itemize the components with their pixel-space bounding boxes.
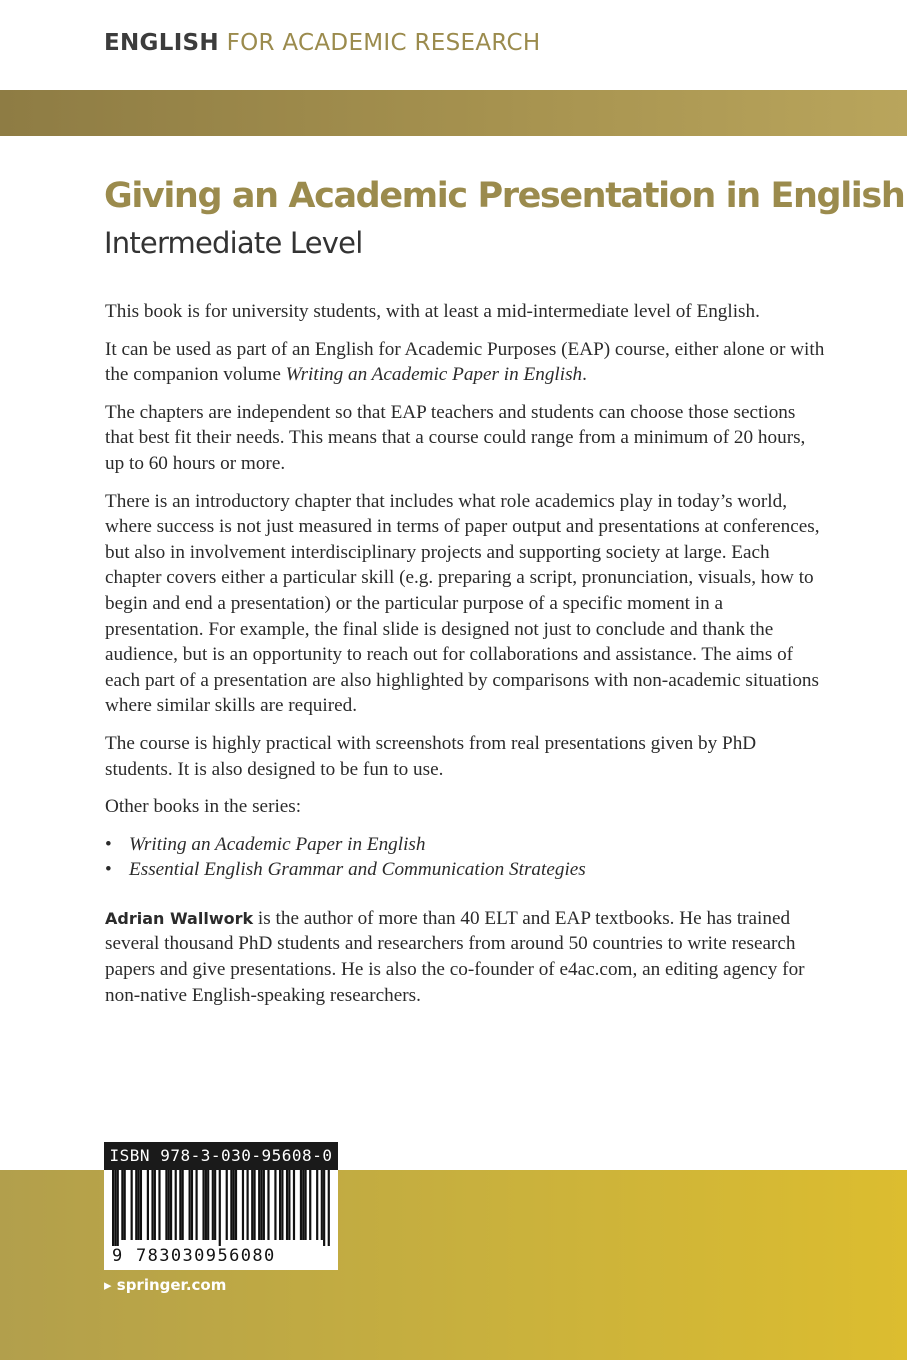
top-color-band (0, 90, 907, 136)
book-title: Giving an Academic Presentation in English (104, 176, 905, 216)
paragraph-practical: The course is highly practical with screenshots from real presentations given by PhD students. It is also designed to be fun to use. (105, 732, 757, 780)
list-item: • Essential English Grammar and Communication Strategies (105, 859, 586, 881)
other-books-heading: Other books in the series: (105, 796, 302, 818)
other-books-list (105, 832, 825, 883)
book-subtitle: Intermediate Level (104, 226, 363, 260)
companion-title: Writing an Academic Paper in English (285, 364, 583, 386)
barcode (112, 1170, 330, 1246)
list-item: • Writing an Academic Paper in English (105, 833, 426, 855)
series-rest: FOR ACADEMIC RESEARCH (218, 30, 541, 56)
paragraph-audience: This book is for university students, with at least a mid-intermediate level of English. (105, 301, 760, 322)
arrow-icon: ▸ (104, 1276, 112, 1294)
series-bold: ENGLISH (104, 30, 219, 56)
isbn-barcode-box: ISBN 978-3-030-95608-0 9 783030956080 (104, 1142, 338, 1270)
paragraph-chapters: The chapters are independent so that EAP teachers and students can choose those sections that best fit their needs. This means that a course could range from a minimum of 20 hours, up to 60 hours or more. (105, 401, 806, 474)
author-bio: Adrian Wallwork is the author of more than 40 ELT and EAP textbooks. He has trained several thousand PhD students and researchers from around 50 countries to write research papers and give presentations. He is also the co-founder of e4ac.com, an editing agency for non-native English-speaking researchers. (105, 907, 805, 1006)
paragraph-usage: It can be used as part of an English for Academic Purposes (EAP) course, either alone or with the companion volume Writing an Academic Paper in English. (105, 338, 825, 386)
series-heading (104, 30, 540, 56)
description (105, 299, 825, 1020)
publisher-link[interactable]: ▸ springer.com (104, 1276, 227, 1294)
paragraph-content: There is an introductory chapter that includes what role academics play in today’s world, where success is not just measured in terms of paper output and presentations at conferences, but also in involvement interdisciplinary projects and supporting society at large. Each chapter covers either a particular skill (e.g. preparing a script, pronunciation, visuals, how to begin and end a presentation) or the particular purpose of a specific moment in a presentation. For example, the final slide is designed not just to conclude and thank the audience, but is an opportunity to reach out for collaborations and assistance. The aims of each part of a presentation are also highlighted by comparisons with non-academic situations where similar skills are required. (105, 490, 820, 717)
author-name: Adrian Wallwork (105, 908, 254, 928)
isbn-label: ISBN 978-3-030-95608-0 (104, 1142, 338, 1170)
